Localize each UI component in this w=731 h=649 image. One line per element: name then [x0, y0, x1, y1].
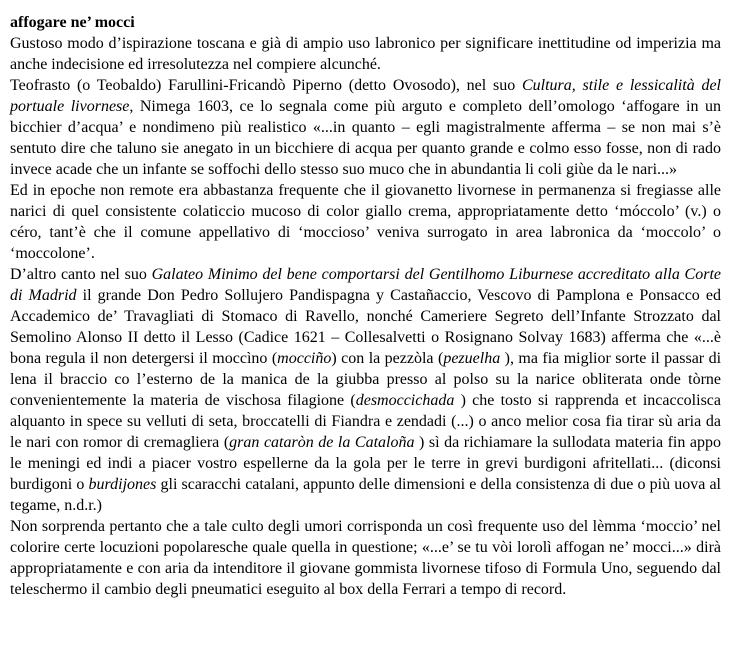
- text-run: Non sorprenda pertanto che a tale culto degli umori corrisponda un così frequente uso del lèmma ‘moccio’ nel colorire certe locuzioni popolaresche quale quella in questione; «...e’ se tu vòi lorolì affogan ne’ mocci...» dirà appropriatamente e con aria da intenditore il giovane gommista livornese tifoso di Formula Uno, seguendo dal teleschermo il cambio degli pneumatici eseguito al box della Ferrari a tempo di record.: [10, 518, 721, 598]
- text-run: ) con la pezzòla (: [331, 350, 444, 367]
- text-run: , Nimega 1603, ce lo segnala come più arguto e completo dell’omologo ‘affogare in un bicchier d’acqua’ e nondimeno più realistico «...in quanto – egli magistralmente afferma – se non mai s’è sentuto dire che taluno sie anegato in un bicchiere di acqua per quanto grande e colmo esso fosse, non di rado invece acade che un infante se soffochi dello stesso suo muco che in abundantia li coli giùe da le nari...»: [10, 98, 721, 178]
- paragraph: [10, 33, 721, 75]
- text-run: Gustoso modo d’ispirazione toscana e già di ampio uso labronico per significare inettitudine od imperizia ma anche indecisione ed irresolutezza nel compiere alcunché.: [10, 35, 721, 73]
- entry-title: affogare ne’ mocci: [10, 14, 135, 31]
- text-run: D’altro canto nel suo: [10, 266, 152, 283]
- italic-text-run: pezuelha: [443, 350, 501, 367]
- text-run: il grande Don Pedro Sollujero Pandispagna y Castañaccio, Vescovo di Pamplona e Ponsacco ed Accademico de’ Travagliati di Stomaco di Ravello, nonché Cameriere Segreto dell’Infante Strozzato dal Semolino Alonso II detto il Lesso (Cadice 1621 – Collesalvetti o Rosignano Solvay 1683) afferma che «...è bona regula il non detergersi il moccìno (: [10, 287, 721, 367]
- text-run: Ed in epoche non remote era abbastanza frequente che il giovanetto livornese in permanenza si fregiasse alle narici di quel consistente colaticcio mucoso di color giallo crema, appropriatamente detto ‘móccolo’ (v.) o céro, tant’è che il comune appellativo di ‘moccioso’ veniva surrogato in area labronica da ‘moccolo’ o ‘moccolone’.: [10, 182, 721, 262]
- italic-text-run: Galateo Minimo del bene comportarsi del Gentilhomo Liburnese accreditato alla Corte di Madrid: [10, 266, 722, 304]
- paragraph: [10, 75, 721, 180]
- paragraph: [10, 264, 721, 516]
- text-run: ) sì da richiamare la sullodata materia fin appo le meningi ed indi a piacer vostro espellerne da la gola per le terre in grevi burdigoni afritellati... (diconsi burdigoni o: [10, 434, 722, 493]
- italic-text-run: burdijones: [88, 476, 157, 493]
- italic-text-run: mocciño: [277, 350, 332, 367]
- paragraphs: [10, 33, 721, 600]
- text-run: gli scaracchi catalani, appunto delle dimensioni e della consistenza di due o più uova al tegame, n.d.r.): [10, 476, 722, 514]
- italic-text-run: gran cataròn de la Cataloña: [229, 434, 415, 451]
- text-run: Teofrasto (o Teobaldo) Farullini-Fricandò Piperno (detto Ovosodo), nel suo: [10, 77, 522, 94]
- paragraph: [10, 516, 721, 600]
- paragraph: [10, 180, 721, 264]
- text-run: ), ma fia miglior sorte il passar di lena il braccio co l’esterno de la manica de la giubba presso al polso su la narice obliterata onde tòrne convenientemente la materia de vischosa filagione (: [10, 350, 722, 409]
- italic-text-run: Cultura, stile e lessicalità del portuale livornese: [10, 77, 722, 115]
- text-run: ) che tosto si rapprenda et incaccolisca alquanto in spece su velluti di seta, broccatelli di Fiandra e zendadi (...) o anco melior cosa fia tirar sù aria da le nari con romor di cremagliera (: [10, 392, 721, 451]
- italic-text-run: desmoccichada: [355, 392, 455, 409]
